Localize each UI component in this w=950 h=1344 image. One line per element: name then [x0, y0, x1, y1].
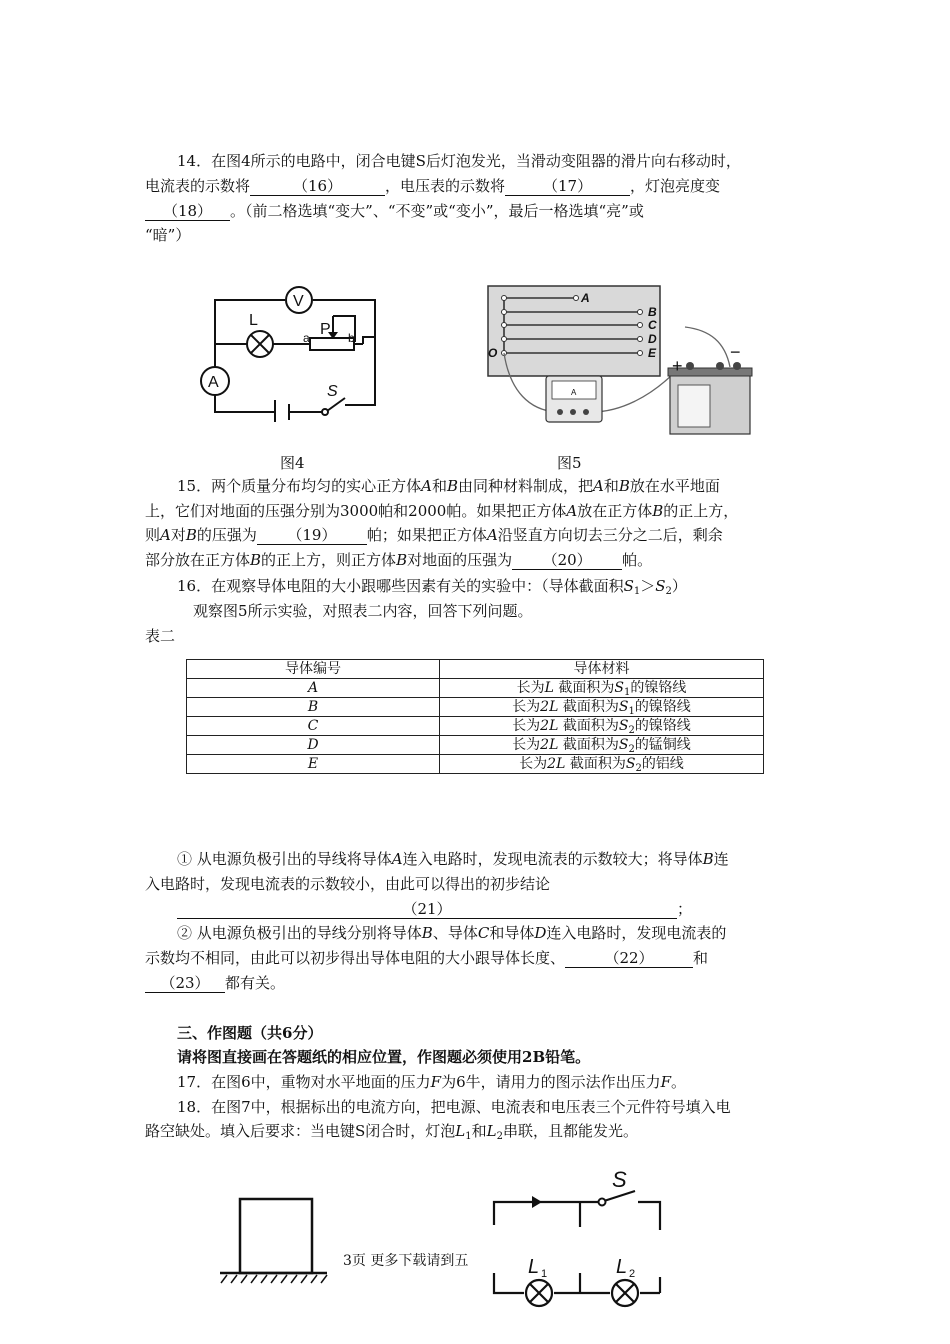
fig4-label-s: S — [327, 383, 338, 400]
q16-part2-line2: 示数均不相同，由此可以初步得出导体电阻的大小跟导体长度、 （22） 和 — [145, 949, 709, 967]
table-cell-material: 长为2L 截面积为$S_2$的铝线 — [440, 755, 764, 774]
q16-part2-line1: ② 从电源负极引出的导线分别将导体B、导体C和导体D连入电路时，发现电流表的 — [177, 924, 727, 942]
blank-21[interactable]: （21） — [177, 900, 677, 919]
table-cell-material: 长为L 截面积为$S_1$的镍铬线 — [440, 679, 764, 698]
table-cell-id: B — [187, 698, 440, 717]
table2-title: 表二 — [145, 627, 176, 645]
table-cell-id: C — [187, 717, 440, 736]
blank-20[interactable]: （20） — [512, 551, 622, 570]
fig5-wire-label-a: A — [581, 291, 590, 305]
table-row — [187, 679, 764, 698]
fig5-wire-label-d: D — [648, 332, 657, 346]
figure-4-circuit — [195, 282, 395, 422]
table-cell-id: E — [187, 755, 440, 774]
fig5-meter-label: A — [571, 388, 577, 397]
table-2 — [186, 659, 764, 774]
table-row — [187, 717, 764, 736]
table-header-id: 导体编号 — [187, 660, 440, 679]
blank-18[interactable]: （18） — [145, 202, 230, 221]
q14-line3: （18） 。（前二格选填“变大”、“不变”或“变小”，最后一格选填“亮”或 — [145, 200, 810, 222]
q15-line4: 部分放在正方体B的正上方，则正方体B对地面的压强为 （20） 帕。 — [145, 551, 653, 569]
q16-part1-line1: ① 从电源负极引出的导线将导体A连入电路时，发现电流表的示数较大；将导体B连 — [177, 850, 729, 868]
q15-line2: 上，它们对地面的压强分别为3000帕和2000帕。如果把正方体A放在正方体B的正上方， — [145, 502, 739, 520]
table-cell-material: 长为2L 截面积为$S_2$的锰铜线 — [440, 736, 764, 755]
fig5-wire-label-e: E — [648, 346, 657, 360]
q16-line2: 观察图5所示实验，对照表二内容，回答下列问题。 — [193, 602, 533, 620]
fig7-label-s: S — [612, 1167, 627, 1192]
fig5-wire-label-c: C — [648, 318, 657, 332]
figure-6-block — [215, 1195, 335, 1290]
q16-part1-line2: 入电路时，发现电流表的示数较小，由此可以得出的初步结论 — [145, 875, 551, 893]
fig4-caption: 图4 — [280, 454, 305, 472]
fig4-label-pb: b — [348, 331, 355, 345]
q14-line1: 14．在图4所示的电路中，闭合电键S后灯泡发光，当滑动变阻器的滑片向右移动时， — [177, 152, 741, 170]
fig5-caption: 图5 — [557, 454, 582, 472]
fig5-minus: − — [730, 342, 741, 362]
table-cell-material: 长为2L 截面积为$S_1$的镍铬线 — [440, 698, 764, 717]
table-cell-id: A — [187, 679, 440, 698]
q15-line1: 15．两个质量分布均匀的实心正方体A和B由同种材料制成，把A和B放在水平地面 — [177, 477, 720, 495]
q16-part2-line3: （23） 都有关。 — [145, 972, 810, 994]
q15-line3: 则A对B的压强为 （19） 帕；如果把正方体A沿竖直方向切去三分之二后，剩余 — [145, 526, 723, 544]
figure-7-circuit — [480, 1165, 680, 1313]
table-header-material: 导体材料 — [440, 660, 764, 679]
q16-line1: 16．在观察导体电阻的大小跟哪些因素有关的实验中：（导体截面积$S_1>S_2$） — [177, 577, 687, 597]
figure-5-experiment — [480, 282, 760, 437]
fig4-label-pa: a — [303, 331, 310, 345]
table-row — [187, 755, 764, 774]
fig5-label-o: O — [488, 346, 498, 360]
blank-19[interactable]: （19） — [257, 526, 367, 545]
table-row — [187, 698, 764, 717]
blank-22[interactable]: （22） — [565, 949, 693, 968]
fig7-label-l1: L — [528, 1256, 540, 1278]
fig4-label-l: L — [249, 312, 258, 329]
table-cell-id: D — [187, 736, 440, 755]
fig4-label-a: A — [208, 374, 219, 391]
fig7-label-l2-sub: 2 — [629, 1268, 636, 1280]
q14-line2: 电流表的示数将 （16） ，电压表的示数将 （17） ，灯泡亮度变 — [145, 177, 721, 195]
q17-text: 17．在图6中，重物对水平地面的压力F为6牛，请用力的图示法作出压力F。 — [177, 1073, 687, 1091]
fig5-wire-label-b: B — [648, 305, 657, 319]
section-3-title: 三、作图题（共6分） — [177, 1024, 323, 1042]
fig7-label-l1-sub: 1 — [541, 1268, 548, 1280]
fig5-plus: + — [672, 356, 683, 376]
table-row — [187, 736, 764, 755]
blank-17[interactable]: （17） — [505, 177, 630, 196]
fig7-label-l2: L — [616, 1256, 628, 1278]
q18-line1: 18．在图7中，根据标出的电流方向，把电源、电流表和电压表三个元件符号填入电 — [177, 1098, 731, 1116]
fig4-label-p: P — [320, 321, 331, 338]
table-cell-material: 长为2L 截面积为$S_2$的镍铬线 — [440, 717, 764, 736]
table-header-row — [187, 660, 764, 679]
q18-line2: 路空缺处。填入后要求：当电键S闭合时，灯泡$L_1$和$L_2$串联，且都能发光。 — [145, 1122, 638, 1142]
q14-line4: “暗”） — [145, 226, 191, 244]
page-footer: 3页 更多下载请到五 — [343, 1253, 469, 1269]
q16-part1-line3: （21） ； — [145, 898, 842, 920]
fig4-label-v: V — [293, 293, 304, 310]
section-3-note: 请将图直接画在答题纸的相应位置，作图题必须使用2B铅笔。 — [177, 1048, 591, 1066]
blank-16[interactable]: （16） — [250, 177, 385, 196]
blank-23[interactable]: （23） — [145, 974, 225, 993]
